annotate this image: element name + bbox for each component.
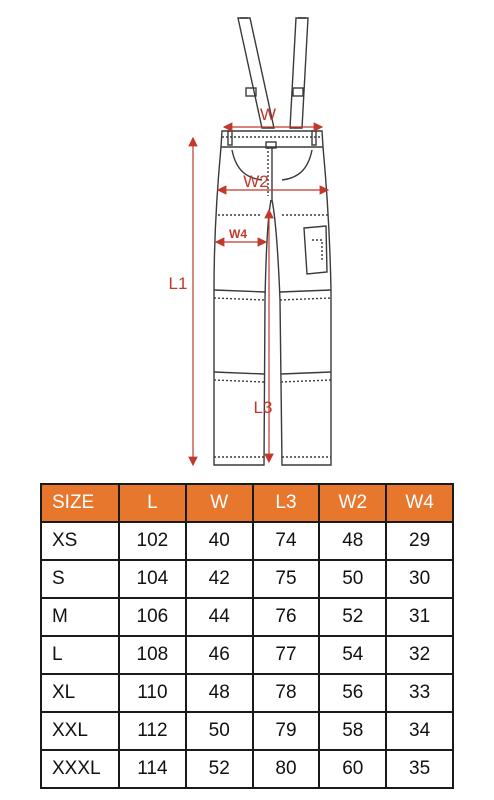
header-w: W xyxy=(186,484,253,522)
size-chart-table xyxy=(40,483,454,789)
size-cell: M xyxy=(41,598,119,636)
table-cell: 30 xyxy=(386,560,453,598)
table-cell: 112 xyxy=(119,712,186,750)
header-l3: L3 xyxy=(253,484,320,522)
table-header-row xyxy=(41,484,453,522)
table-cell: 52 xyxy=(186,750,253,788)
l3-label: L3 xyxy=(253,398,273,417)
table-cell: 35 xyxy=(386,750,453,788)
size-cell: L xyxy=(41,636,119,674)
table-cell: 77 xyxy=(253,636,320,674)
w2-label: W2 xyxy=(243,172,269,191)
size-cell: S xyxy=(41,560,119,598)
table-cell: 48 xyxy=(319,522,386,560)
header-w4: W4 xyxy=(386,484,453,522)
table-cell: 74 xyxy=(253,522,320,560)
header-l: L xyxy=(119,484,186,522)
table-cell: 110 xyxy=(119,674,186,712)
header-size: SIZE xyxy=(41,484,119,522)
size-cell: XS xyxy=(41,522,119,560)
table-cell: 29 xyxy=(386,522,453,560)
table-cell: 46 xyxy=(186,636,253,674)
table-cell: 80 xyxy=(253,750,320,788)
table-cell: 50 xyxy=(319,560,386,598)
table-row xyxy=(41,674,453,712)
table-cell: 44 xyxy=(186,598,253,636)
table-cell: 114 xyxy=(119,750,186,788)
table-cell: 33 xyxy=(386,674,453,712)
table-cell: 42 xyxy=(186,560,253,598)
table-cell: 34 xyxy=(386,712,453,750)
header-w2: W2 xyxy=(319,484,386,522)
trousers-outline xyxy=(214,131,331,465)
table-cell: 31 xyxy=(386,598,453,636)
table-row xyxy=(41,636,453,674)
table-row xyxy=(41,560,453,598)
table-cell: 102 xyxy=(119,522,186,560)
w-label: W xyxy=(259,105,277,124)
table-cell: 78 xyxy=(253,674,320,712)
table-cell: 52 xyxy=(319,598,386,636)
table-cell: 108 xyxy=(119,636,186,674)
size-cell: XL xyxy=(41,674,119,712)
table-cell: 50 xyxy=(186,712,253,750)
table-cell: 54 xyxy=(319,636,386,674)
table-cell: 32 xyxy=(386,636,453,674)
table-cell: 75 xyxy=(253,560,320,598)
w4-label: W4 xyxy=(229,227,247,241)
table-row xyxy=(41,522,453,560)
table-cell: 56 xyxy=(319,674,386,712)
l1-label: L1 xyxy=(168,274,188,293)
table-cell: 40 xyxy=(186,522,253,560)
size-cell: XXL xyxy=(41,712,119,750)
table-cell: 48 xyxy=(186,674,253,712)
table-row xyxy=(41,598,453,636)
table-cell: 60 xyxy=(319,750,386,788)
table-cell: 76 xyxy=(253,598,320,636)
table-cell: 106 xyxy=(119,598,186,636)
table-cell: 79 xyxy=(253,712,320,750)
table-row xyxy=(41,712,453,750)
table-cell: 104 xyxy=(119,560,186,598)
size-cell: XXXL xyxy=(41,750,119,788)
table-cell: 58 xyxy=(319,712,386,750)
table-row xyxy=(41,750,453,788)
